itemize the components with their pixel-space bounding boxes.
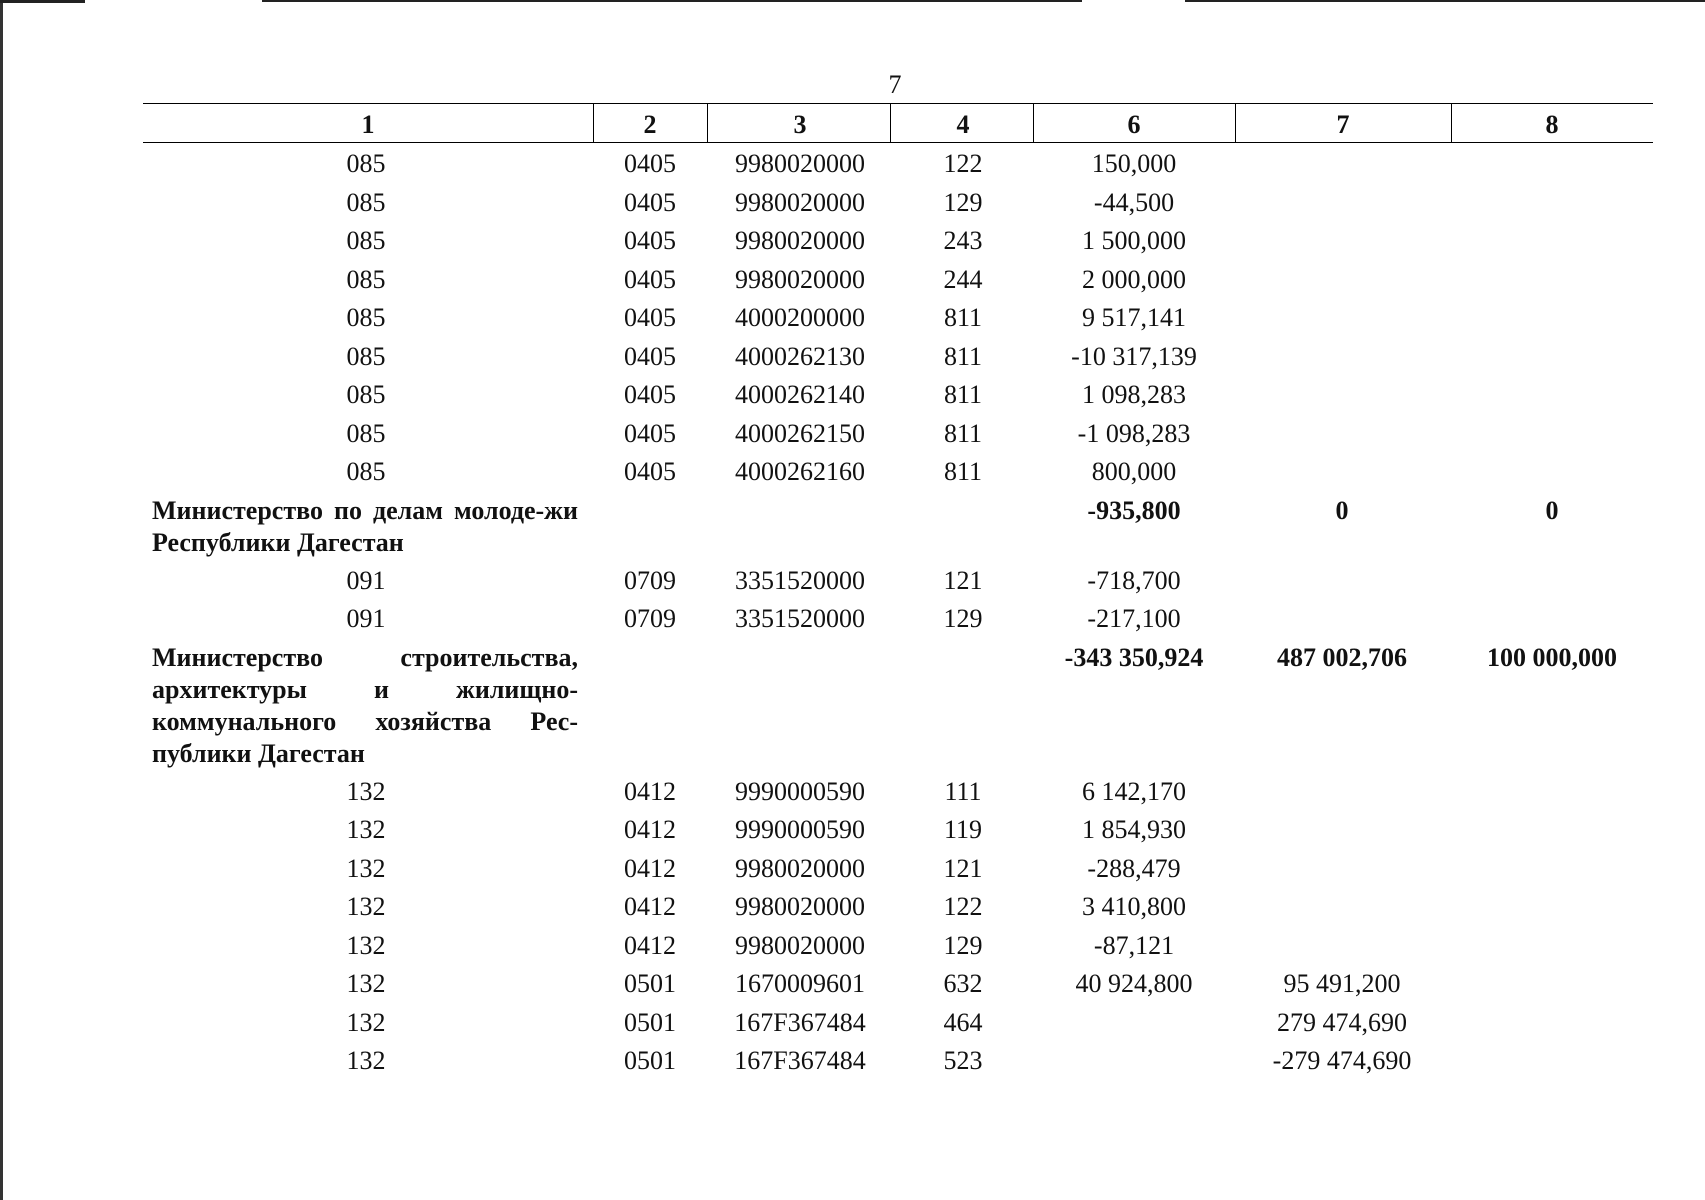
table-cell: 811 xyxy=(943,303,983,332)
table-cell: -44,500 xyxy=(1093,187,1175,217)
column-header-1: 1 xyxy=(361,110,375,139)
table-cell: 464 xyxy=(943,1007,983,1037)
table-cell: 279 474,690 xyxy=(1277,1007,1407,1037)
column-header-7: 7 xyxy=(1336,110,1350,139)
table-cell: 0501 xyxy=(624,969,676,998)
table-cell: -10 317,139 xyxy=(1071,341,1197,371)
table-cell: 085 xyxy=(346,418,386,448)
column-header-3: 3 xyxy=(793,110,807,139)
table-cell: 0709 xyxy=(624,604,676,633)
table-cell: 9980020000 xyxy=(735,187,865,217)
table-cell: 132 xyxy=(346,853,386,883)
table-cell: 0412 xyxy=(624,892,676,921)
table-cell: 129 xyxy=(943,930,983,960)
table-cell: 0405 xyxy=(624,380,676,409)
table-cell: 523 xyxy=(943,1046,983,1075)
table-cell: 122 xyxy=(943,149,983,178)
table-cell: 2 000,000 xyxy=(1082,264,1186,294)
table-cell: 3351520000 xyxy=(735,604,865,633)
table-cell: -288,479 xyxy=(1087,853,1181,883)
table-cell: 4000262140 xyxy=(735,380,865,409)
table-cell: 0412 xyxy=(624,930,676,960)
column-divider xyxy=(1451,103,1452,142)
column-header-8: 8 xyxy=(1545,110,1559,139)
organization-total: 0 xyxy=(1545,495,1559,525)
organization-total: 487 002,706 xyxy=(1277,642,1407,672)
table-cell: 811 xyxy=(943,341,983,371)
table-cell: 119 xyxy=(943,815,983,844)
table-cell: 0405 xyxy=(624,149,676,178)
table-cell: 132 xyxy=(346,1046,386,1075)
table-cell: 9980020000 xyxy=(735,853,865,883)
table-cell: 0501 xyxy=(624,1007,676,1037)
table-cell: 085 xyxy=(346,264,386,294)
table-cell: 0501 xyxy=(624,1046,676,1075)
table-cell: 091 xyxy=(346,604,386,633)
table-cell: 1 098,283 xyxy=(1082,380,1186,409)
table-cell: 132 xyxy=(346,1007,386,1037)
table-cell: 0405 xyxy=(624,187,676,217)
table-cell: -718,700 xyxy=(1087,565,1181,595)
table-cell: 132 xyxy=(346,892,386,921)
table-cell: 9990000590 xyxy=(735,815,865,844)
table-cell: 9980020000 xyxy=(735,930,865,960)
table-cell: 0405 xyxy=(624,341,676,371)
scan-edge-top xyxy=(0,0,85,3)
scan-edge-left xyxy=(0,0,3,1200)
table-cell: 811 xyxy=(943,457,983,486)
table-cell: 1 854,930 xyxy=(1082,815,1186,844)
table-rule-top xyxy=(143,103,1653,104)
table-cell: 9990000590 xyxy=(735,776,865,806)
table-cell: 0412 xyxy=(624,776,676,806)
table-cell: 9980020000 xyxy=(735,892,865,921)
table-cell: -87,121 xyxy=(1093,930,1175,960)
table-cell: 811 xyxy=(943,380,983,409)
table-cell: 085 xyxy=(346,341,386,371)
table-cell: 244 xyxy=(943,264,983,294)
organization-total: -343 350,924 xyxy=(1064,642,1204,672)
table-cell: 0405 xyxy=(624,264,676,294)
table-cell: 800,000 xyxy=(1091,457,1177,486)
table-cell: 1670009601 xyxy=(735,969,865,998)
table-cell: 167F367484 xyxy=(734,1046,866,1075)
table-cell: 9 517,141 xyxy=(1082,303,1186,332)
table-cell: 167F367484 xyxy=(734,1007,866,1037)
organization-total: 100 000,000 xyxy=(1487,642,1617,672)
table-cell: 95 491,200 xyxy=(1283,969,1401,998)
column-divider xyxy=(1235,103,1236,142)
table-cell: 085 xyxy=(346,226,386,255)
table-cell: 129 xyxy=(943,604,983,633)
table-cell: 243 xyxy=(943,226,983,255)
column-header-6: 6 xyxy=(1127,110,1141,139)
column-divider xyxy=(1033,103,1034,142)
table-cell: 0405 xyxy=(624,418,676,448)
table-cell: 085 xyxy=(346,303,386,332)
table-cell: 0709 xyxy=(624,565,676,595)
table-cell: 0412 xyxy=(624,853,676,883)
table-cell: 0405 xyxy=(624,226,676,255)
table-cell: -279 474,690 xyxy=(1272,1046,1412,1075)
table-cell: -1 098,283 xyxy=(1077,418,1191,448)
table-cell: 4000262150 xyxy=(735,418,865,448)
table-cell: 6 142,170 xyxy=(1082,776,1186,806)
organization-name: Министерство по делам молоде-жи Республики Дагестан xyxy=(152,495,578,557)
table-cell: 40 924,800 xyxy=(1075,969,1193,998)
table-cell: 4000262130 xyxy=(735,341,865,371)
table-cell: 132 xyxy=(346,930,386,960)
table-cell: 132 xyxy=(346,776,386,806)
table-cell: -217,100 xyxy=(1087,604,1181,633)
column-header-4: 4 xyxy=(956,110,970,139)
table-cell: 1 500,000 xyxy=(1082,226,1186,255)
table-cell: 4000200000 xyxy=(735,303,865,332)
table-rule-bottom xyxy=(143,142,1653,143)
organization-name: Министерство строительства, архитектуры и жилищно-коммунального хозяйства Рес-публики Дагестан xyxy=(152,642,578,768)
table-cell: 9980020000 xyxy=(735,149,865,178)
scan-edge-top xyxy=(262,0,1082,2)
table-cell: 632 xyxy=(943,969,983,998)
table-cell: 132 xyxy=(346,815,386,844)
organization-total: 0 xyxy=(1335,495,1349,525)
table-cell: 4000262160 xyxy=(735,457,865,486)
table-cell: 132 xyxy=(346,969,386,998)
table-cell: 121 xyxy=(943,565,983,595)
table-cell: 0405 xyxy=(624,303,676,332)
table-cell: 122 xyxy=(943,892,983,921)
table-cell: 111 xyxy=(944,776,982,806)
organization-total: -935,800 xyxy=(1087,495,1181,525)
table-cell: 9980020000 xyxy=(735,264,865,294)
table-cell: 091 xyxy=(346,565,386,595)
page-number: 7 xyxy=(888,70,902,99)
table-cell: 150,000 xyxy=(1091,149,1177,178)
scan-edge-top xyxy=(1185,0,1705,2)
table-cell: 085 xyxy=(346,187,386,217)
table-cell: 129 xyxy=(943,187,983,217)
table-cell: 9980020000 xyxy=(735,226,865,255)
table-cell: 0412 xyxy=(624,815,676,844)
table-cell: 121 xyxy=(943,853,983,883)
table-cell: 3 410,800 xyxy=(1082,892,1186,921)
column-divider xyxy=(890,103,891,142)
table-cell: 0405 xyxy=(624,457,676,486)
column-header-2: 2 xyxy=(643,110,657,139)
table-cell: 085 xyxy=(346,380,386,409)
table-cell: 085 xyxy=(346,457,386,486)
table-cell: 811 xyxy=(943,418,983,448)
table-cell: 3351520000 xyxy=(735,565,865,595)
table-cell: 085 xyxy=(346,149,386,178)
